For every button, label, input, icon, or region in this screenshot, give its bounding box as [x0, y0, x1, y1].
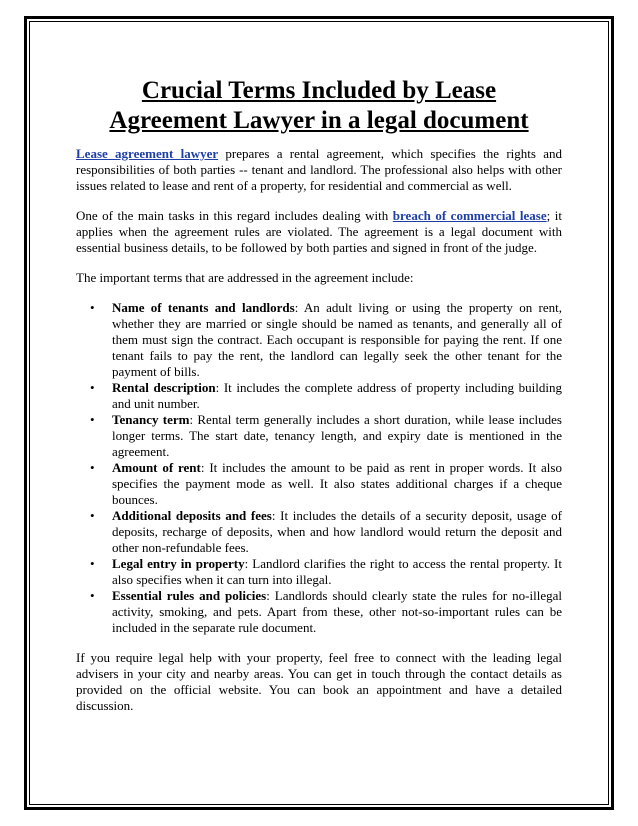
term-name: Legal entry in property	[112, 556, 245, 571]
list-item: • Legal entry in property: Landlord clarifies the right to access the rental property. It also specifies when it can turn into illegal.	[90, 556, 563, 587]
title-line-1: Crucial Terms Included by Lease	[141, 77, 497, 104]
bullet-icon: •	[90, 300, 95, 315]
term-name: Tenancy term	[112, 412, 190, 427]
title-line-2: Agreement Lawyer in a legal document	[109, 107, 529, 134]
list-item: • Essential rules and policies: Landlords should clearly state the rules for no-illegal activity, smoking, and pets. Apart from these, other not-so-important rules can be included in the separate rule document.	[90, 588, 562, 635]
term-name: Rental description	[112, 380, 216, 395]
term-description: It includes the details of a security deposit, usage of deposits, recharge of deposits, when and how landlord would return the deposit and other non-refundable fees.	[112, 508, 562, 555]
tasks-paragraph	[76, 208, 562, 256]
document-body	[76, 76, 562, 728]
bullet-icon: •	[90, 508, 95, 523]
intro-text: prepares a rental agreement, which specifies the rights and responsibilities of both parties -- tenant and landlord. The professional also helps with other issues related to lease and rent of a property, for residential and commercial as well.	[76, 146, 562, 193]
term-name: Amount of rent	[112, 460, 201, 475]
bullet-icon: •	[90, 412, 95, 427]
term-name: Additional deposits and fees	[112, 508, 272, 523]
closing-paragraph: If you require legal help with your property, feel free to connect with the leading legal advisers in your city and nearby areas. You can get in touch through the contact details as provided on the official website. You can book an appointment and have a detailed discussion.	[76, 650, 562, 713]
term-description: It includes the amount to be paid as rent in proper words. It also specifies the payment mode as well. It also states additional charges if a cheque bounces.	[112, 460, 562, 507]
bullet-icon: •	[90, 556, 95, 571]
breach-of-commercial-lease-link[interactable]: breach of commercial lease	[392, 208, 547, 223]
intro-paragraph	[76, 146, 562, 194]
lease-agreement-lawyer-link[interactable]: Lease agreement lawyer	[76, 146, 219, 161]
tasks-text-before: One of the main tasks in this regard includes dealing with	[76, 208, 393, 223]
term-description: It includes the complete address of property including building and unit number.	[112, 380, 562, 411]
list-item: • Name of tenants and landlords: An adult living or using the property on rent, whether they are married or single should be named as tenants, and generally all of them must sign the contract. Each occupant is responsible for paying the rent. If one tenant fails to pay the rent, the landlord can legally seek the other tenant for the payment of bills.	[90, 300, 562, 379]
term-description: Landlord clarifies the right to access the rental property. It also specifies when it can turn into illegal.	[112, 556, 563, 587]
list-item: • Additional deposits and fees: It includes the details of a security deposit, usage of deposits, recharge of deposits, when and how landlord would return the deposit and other non-refundable fees.	[90, 508, 562, 555]
term-description: Landlords should clearly state the rules for no-illegal activity, smoking, and pets. Apart from these, other not-so-important rules can be included in the separate rule document.	[112, 588, 562, 635]
term-name: Name of tenants and landlords	[112, 300, 295, 315]
bullet-icon: •	[90, 460, 95, 475]
term-description: An adult living or using the property on rent, whether they are married or single should be named as tenants, and generally all of them must sign the contract. Each occupant is responsible for paying the rent. If one tenant fails to pay the rent, the landlord can legally seek the other tenant for the payment of bills.	[112, 300, 562, 379]
tasks-text-after: ; it applies when the agreement rules are violated. The agreement is a legal document with essential business details, to be followed by both parties and signed in front of the judge.	[76, 208, 562, 255]
list-intro: The important terms that are addressed in the agreement include:	[76, 270, 414, 285]
list-item: • Rental description: It includes the complete address of property including building and unit number.	[90, 380, 562, 411]
term-description: Rental term generally includes a short duration, while lease includes longer terms. The start date, tenancy length, and expiry date is mentioned in the agreement.	[112, 412, 562, 459]
list-item: • Tenancy term: Rental term generally includes a short duration, while lease includes longer terms. The start date, tenancy length, and expiry date is mentioned in the agreement.	[90, 412, 562, 459]
document-title	[76, 76, 562, 136]
bullet-icon: •	[90, 588, 95, 603]
terms-list	[76, 300, 562, 636]
bullet-icon: •	[90, 380, 95, 395]
term-name: Essential rules and policies	[112, 588, 267, 603]
list-item: • Amount of rent: It includes the amount to be paid as rent in proper words. It also specifies the payment mode as well. It also states additional charges if a cheque bounces.	[90, 460, 562, 507]
